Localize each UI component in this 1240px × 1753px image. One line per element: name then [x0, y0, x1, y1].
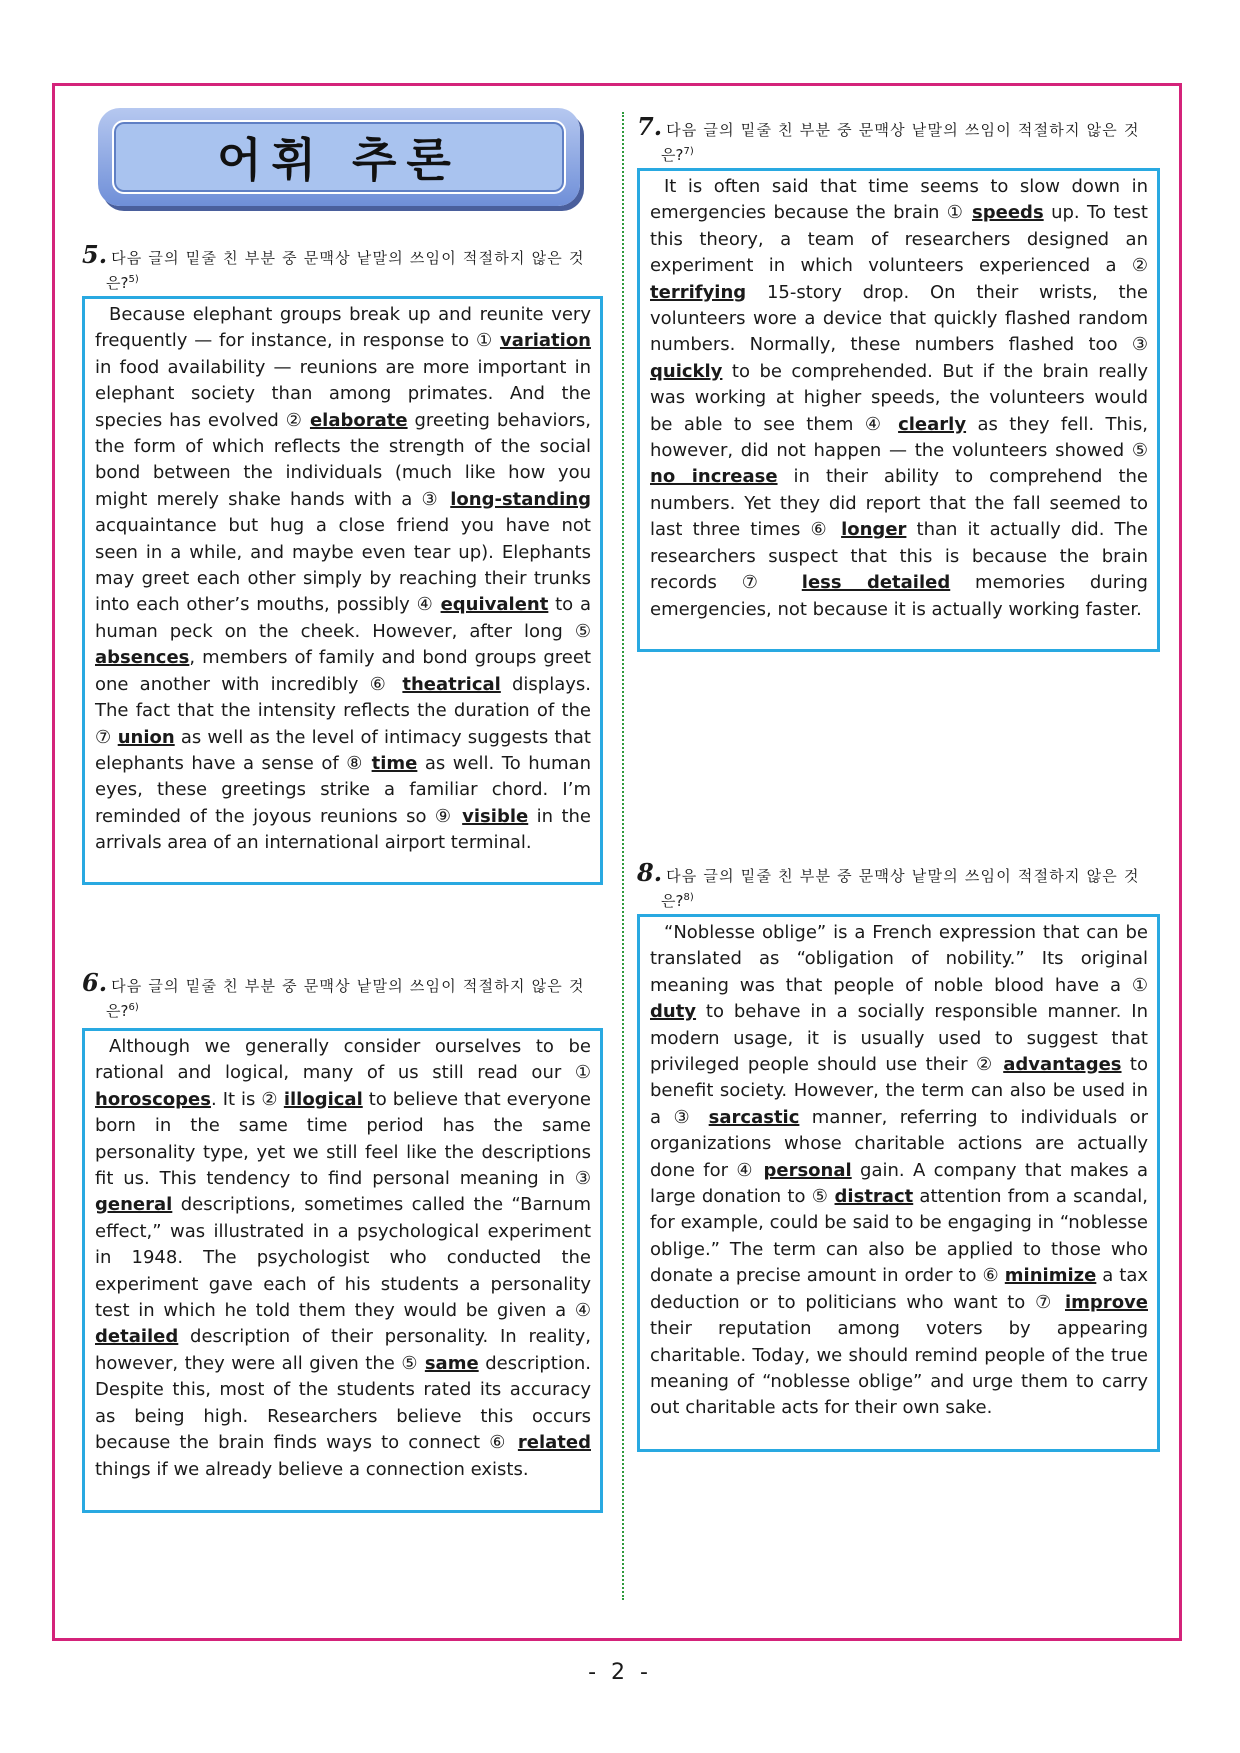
underlined-word: minimize	[1004, 1265, 1097, 1287]
choice-number: ④	[416, 594, 434, 616]
choice-number: ②	[261, 1088, 278, 1110]
passage-text	[509, 1432, 518, 1453]
underlined-word: duty	[650, 1001, 697, 1023]
passage-text	[755, 1160, 763, 1181]
question-prompt-end: 은?	[106, 274, 129, 292]
underlined-word: personal	[763, 1159, 852, 1181]
passage-text	[1055, 1292, 1065, 1313]
underlined-word: visible	[462, 805, 529, 827]
passage-text: memories during emergencies, not because it is actually working faster.	[650, 572, 1148, 620]
underlined-word: speeds	[972, 202, 1044, 224]
choice-number: ④	[736, 1159, 756, 1181]
question-6-passage	[82, 1028, 603, 1513]
passage-text	[995, 1054, 1003, 1075]
underlined-word: terrifying	[650, 281, 747, 303]
footnote-ref: 7)	[683, 146, 694, 157]
underlined-word: horoscopes	[95, 1088, 211, 1110]
question-number: 7.	[637, 112, 663, 141]
passage-text: greeting behaviors, the form of which reflects the strength of the social bond between the individuals (much like how you might merely shake hands with a	[95, 409, 591, 510]
choice-number: ③	[421, 488, 442, 510]
passage-text: description of their personality. In reality, however, they were all given the	[95, 1326, 591, 1374]
underlined-word: general	[95, 1194, 173, 1216]
question-number: 6.	[82, 968, 108, 997]
passage-text: to benefit society. However, the term can also be used in a	[650, 1054, 1148, 1128]
passage-text	[303, 410, 310, 431]
underlined-word: clearly	[898, 413, 967, 435]
underlined-word: no increase	[650, 466, 778, 488]
passage-text: descriptions, sometimes called the “Barnum effect,” was illustrated in a psychological experiment in 1948. The psychologist who conducted the experiment gave each of his students a personality test in which he told them they would be given a	[95, 1194, 591, 1322]
underlined-word: elaborate	[309, 409, 408, 431]
choice-number: ⑤	[401, 1352, 419, 1374]
choice-number: ③	[673, 1106, 697, 1128]
underlined-word: equivalent	[440, 594, 549, 616]
passage-text: displays. The fact that the intensity reflects the duration of the	[95, 673, 591, 722]
underlined-word: time	[371, 752, 418, 774]
passage-text	[441, 489, 450, 510]
question-prompt: 다음 글의 밑줄 친 부분 중 문맥상 낱말의 쓰임이 적절하지 않은 것	[666, 867, 1140, 885]
passage-text	[434, 594, 441, 615]
passage-text	[696, 1107, 708, 1128]
passage-text: 15-story drop. On their wrists, the volunteers wore a device that quickly flashed random numbers. Normally, these numbers flashed too	[650, 281, 1148, 356]
question-number: 5.	[82, 240, 108, 269]
passage-text: as well as the level of intimacy suggests that elephants have a sense of	[95, 726, 591, 774]
underlined-word: advantages	[1003, 1054, 1122, 1076]
choice-number: ③	[1131, 334, 1148, 356]
passage-text: to a human peck on the cheek. However, after long	[95, 594, 591, 642]
passage-text: to be comprehended. But if the brain really was working at higher speeds, the volunteers would be able to see them	[650, 360, 1148, 435]
choice-number: ①	[574, 1062, 591, 1084]
passage-text	[887, 414, 898, 435]
passage-text: a tax deduction or to politicians who want to	[650, 1265, 1148, 1313]
passage-text: . It is	[210, 1088, 262, 1110]
underlined-word: quickly	[650, 360, 723, 382]
underlined-word: related	[517, 1432, 591, 1454]
question-prompt: 다음 글의 밑줄 친 부분 중 문맥상 낱말의 쓰임이 적절하지 않은 것	[666, 121, 1140, 139]
passage-text: manner, referring to individuals or organizations whose charitable actions are actually done for	[650, 1106, 1148, 1181]
question-8-passage	[637, 914, 1160, 1452]
passage-text	[831, 519, 841, 540]
question-5-prompt	[82, 240, 602, 294]
question-prompt-end: 은?	[106, 1002, 129, 1020]
passage-text: things if we already believe a connection exists.	[95, 1458, 529, 1480]
choice-number: ⑤	[1131, 440, 1148, 462]
passage-text: to believe that everyone born in the same time period has the same personality type, yet we still feel like the descriptions fit us. This tendency to find personal meaning in	[95, 1088, 591, 1190]
passage-text: than it actually did. The researchers suspect that this is because the brain records	[650, 519, 1149, 594]
passage-text: as well. To human eyes, these greetings strike a familiar chord. I’m reminded of the joyous reunions so	[95, 752, 591, 827]
underlined-word: less detailed	[801, 572, 951, 594]
passage-text	[391, 674, 402, 695]
choice-number: ⑤	[811, 1186, 829, 1208]
passage-text: in food availability — reunions are more important in elephant society than among primates. And the species has evolved	[95, 356, 591, 431]
passage-text	[364, 753, 372, 774]
section-title-banner	[98, 108, 580, 206]
underlined-word: absences	[95, 647, 190, 669]
question-7-passage	[637, 168, 1160, 652]
passage-text: their reputation among voters by appearing charitable. Today, we should remind people of the true meaning of “noblesse oblige” and urge them to carry out charitable acts for their own sake.	[650, 1318, 1148, 1419]
choice-number: ③	[574, 1168, 591, 1190]
question-7-prompt	[637, 112, 1160, 166]
column-divider	[622, 112, 624, 1600]
choice-number: ⑤	[574, 620, 591, 642]
question-prompt-end: 은?	[661, 146, 684, 164]
underlined-word: illogical	[283, 1088, 363, 1110]
passage-text: in their ability to comprehend the numbers. Yet they did report that the fall seemed to last three times	[650, 466, 1148, 541]
choice-number: ②	[1131, 255, 1148, 277]
underlined-word: distract	[834, 1186, 914, 1208]
underlined-word: sarcastic	[708, 1106, 800, 1128]
choice-number: ①	[1131, 974, 1148, 996]
passage-text: , members of family and bond groups greet one another with incredibly	[95, 647, 591, 695]
choice-number: ⑦	[95, 726, 112, 748]
passage-text	[454, 806, 462, 827]
underlined-word: long-standing	[450, 488, 592, 510]
underlined-word: improve	[1065, 1291, 1148, 1313]
passage-text: gain. A company that makes a large donation to	[650, 1159, 1149, 1208]
choice-number: ①	[475, 330, 494, 352]
choice-number: ②	[285, 409, 304, 431]
question-number: 8.	[637, 858, 663, 887]
choice-number: ⑨	[434, 805, 454, 827]
section-title: 어휘 추론	[217, 133, 461, 187]
passage-text: description. Despite this, most of the students rated its accuracy as being high. Researchers believe this occurs because the brain finds ways to connect	[95, 1352, 591, 1454]
choice-number: ⑧	[346, 752, 365, 774]
underlined-word: detailed	[95, 1326, 179, 1348]
underlined-word: variation	[499, 330, 591, 352]
footnote-ref: 8)	[683, 892, 694, 903]
choice-number: ②	[975, 1054, 995, 1076]
question-prompt-end: 은?	[661, 892, 684, 910]
passage-text	[965, 202, 972, 223]
question-8-prompt	[637, 858, 1160, 912]
underlined-word: same	[424, 1352, 479, 1374]
footnote-ref: 5)	[128, 274, 139, 285]
page-number: - 2 -	[588, 1660, 652, 1685]
passage-text	[777, 572, 802, 593]
choice-number: ⑦	[741, 572, 777, 594]
footnote-ref: 6)	[128, 1002, 139, 1013]
question-prompt: 다음 글의 밑줄 친 부분 중 문맥상 낱말의 쓰임이 적절하지 않은 것	[111, 977, 585, 995]
section-title-inner	[112, 120, 566, 194]
choice-number: ⑥	[489, 1432, 509, 1454]
passage-text: It is often said that time seems to slow down in emergencies because the brain	[650, 176, 1148, 224]
choice-number: ④	[574, 1300, 591, 1322]
choice-number: ⑥	[982, 1265, 999, 1287]
choice-number: ⑥	[369, 673, 392, 695]
passage-text: Because elephant groups break up and reunite very frequently — for instance, in response to	[95, 304, 591, 352]
passage-text: up. To test this theory, a team of researchers designed an experiment in which volunteers experienced a	[650, 202, 1148, 277]
underlined-word: theatrical	[402, 673, 501, 695]
question-6-prompt	[82, 968, 602, 1022]
underlined-word: union	[117, 726, 175, 748]
passage-text: to behave in a socially responsible manner. In modern usage, it is usually used to suggest that privileged people should use their	[650, 1001, 1148, 1076]
choice-number: ⑥	[810, 519, 831, 541]
passage-text: attention from a scandal, for example, could be said to be engaging in “noblesse oblige.” The term can also be applied to those who donate a precise amount in order to	[650, 1186, 1148, 1287]
passage-text: in the arrivals area of an international airport terminal.	[95, 805, 591, 854]
choice-number: ①	[946, 202, 965, 224]
passage-text	[493, 330, 500, 351]
underlined-word: longer	[841, 519, 907, 541]
question-5-passage	[82, 296, 603, 885]
passage-text: “Noblesse oblige” is a French expression that can be translated as “obligation of nobility.” Its original meaning was that people of noble blood have a	[650, 922, 1148, 996]
choice-number: ⑦	[1035, 1291, 1056, 1313]
passage-text: acquaintance but hug a close friend you have not seen in a while, and maybe even tear up). Elephants may greet each other simply by reaching their trunks into each other’s mouths, possibly	[95, 515, 591, 616]
passage-text: Although we generally consider ourselves to be rational and logical, many of us still read our	[95, 1036, 591, 1084]
choice-number: ④	[864, 413, 887, 435]
question-prompt: 다음 글의 밑줄 친 부분 중 문맥상 낱말의 쓰임이 적절하지 않은 것	[111, 249, 585, 267]
passage-text: as they fell. This, however, did not happen — the volunteers showed	[650, 413, 1148, 462]
